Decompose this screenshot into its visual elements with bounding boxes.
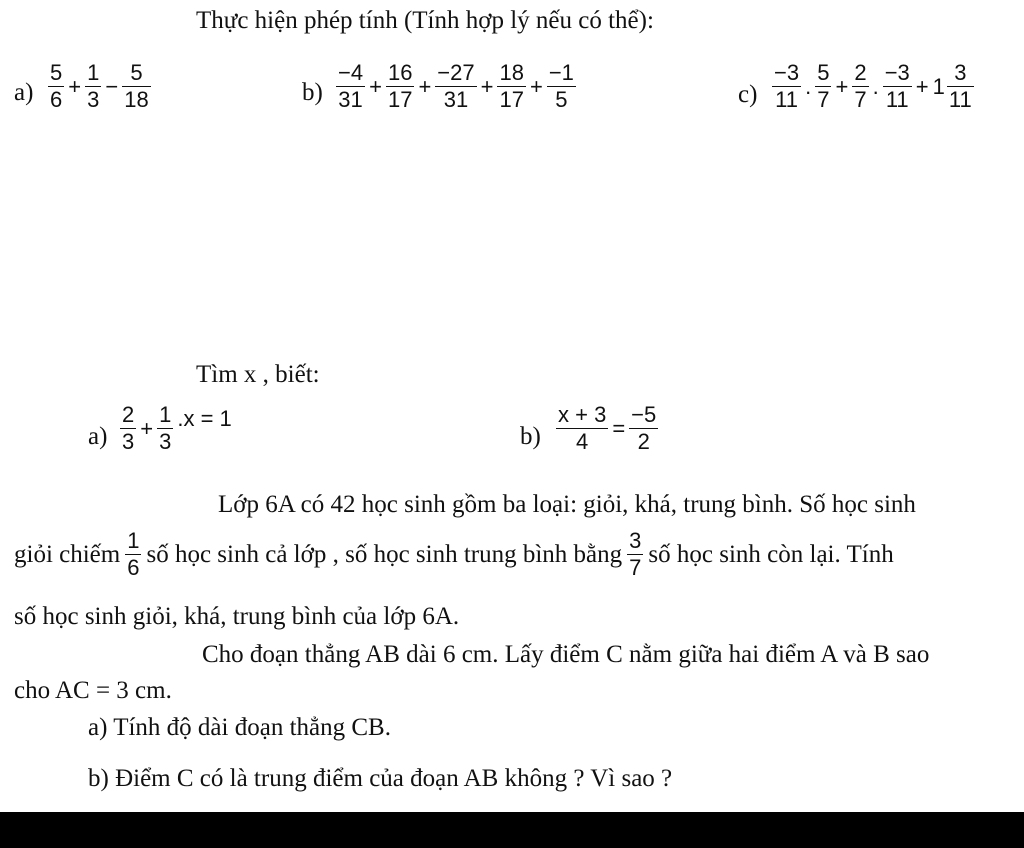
fraction: $\frac{1}{3}$	[87, 60, 100, 112]
section2-title: Tìm x , biết:	[196, 361, 320, 388]
fraction: $\frac{5}{18}$	[124, 60, 149, 112]
text: số học sinh cả lớp , số học sinh trung bình bằng	[146, 540, 623, 568]
operator: .	[805, 73, 812, 99]
operator: .	[872, 73, 879, 99]
operator: +	[369, 73, 382, 99]
operator: +	[480, 73, 494, 99]
fraction: $\frac{5}{6}$	[50, 60, 63, 112]
s3-line3: số học sinh giỏi, khá, trung bình của lớp 6A.	[14, 603, 460, 630]
operator: +	[68, 73, 82, 99]
operator: +	[835, 73, 849, 99]
fraction: $\frac{-4}{31}$	[338, 60, 364, 112]
s1-b-expression	[334, 60, 578, 113]
s4-line1: Cho đoạn thẳng AB dài 6 cm. Lấy điểm C nằm giữa hai điểm A và B sao	[202, 641, 930, 668]
s4-line2: cho AC = 3 cm.	[14, 677, 172, 704]
operator: +	[418, 73, 432, 99]
mixed-number-integer: 1	[932, 73, 945, 99]
fraction: $\frac{-3}{11}$	[774, 60, 800, 112]
fraction: $\frac{-27}{31}$	[437, 60, 475, 112]
text: giỏi chiếm	[14, 540, 121, 568]
operator: +	[140, 415, 154, 441]
section1-title: Thực hiện phép tính (Tính hợp lý nếu có thể):	[196, 7, 654, 34]
operator: =	[612, 415, 626, 441]
equation-rest: .x = 1	[177, 405, 232, 431]
s1-a-label: a)	[14, 79, 34, 106]
s1-b-label: b)	[302, 79, 323, 106]
fraction: $\frac{3}{7}$	[629, 528, 642, 580]
s1-a-expression	[46, 60, 153, 113]
fraction: $\frac{3}{11}$	[948, 60, 972, 112]
s1-c-label: c)	[738, 81, 758, 108]
fraction: $\frac{-1}{5}$	[548, 60, 574, 112]
fraction: $\frac{-5}{2}$	[631, 402, 657, 454]
operator: −	[105, 73, 119, 99]
fraction: $\frac{18}{17}$	[499, 60, 524, 112]
fraction: $\frac{x + 3}{4}$	[558, 402, 607, 454]
s3-line1: Lớp 6A có 42 học sinh gồm ba loại: giỏi, khá, trung bình. Số học sinh	[218, 491, 916, 518]
s2-a-expression	[118, 402, 234, 455]
fraction: $\frac{2}{7}$	[854, 60, 867, 112]
s2-a-label: a)	[88, 423, 108, 450]
fraction: $\frac{-3}{11}$	[884, 60, 910, 112]
s1-c-expression	[770, 60, 976, 113]
s4-question-b: b) Điểm C có là trung điểm của đoạn AB không ? Vì sao ?	[88, 765, 673, 792]
s3-line2	[14, 528, 897, 581]
fraction: $\frac{2}{3}$	[122, 402, 135, 454]
fraction: $\frac{5}{7}$	[817, 60, 830, 112]
operator: +	[915, 73, 929, 99]
fraction: $\frac{16}{17}$	[387, 60, 413, 112]
operator: +	[529, 73, 543, 99]
s2-b-expression	[554, 402, 660, 455]
s2-b-label: b)	[520, 423, 541, 450]
s4-question-a: a) Tính độ dài đoạn thẳng CB.	[88, 714, 391, 741]
text: số học sinh còn lại. Tính	[648, 540, 894, 568]
fraction: $\frac{1}{3}$	[159, 402, 172, 454]
fraction: $\frac{1}{6}$	[127, 528, 140, 580]
